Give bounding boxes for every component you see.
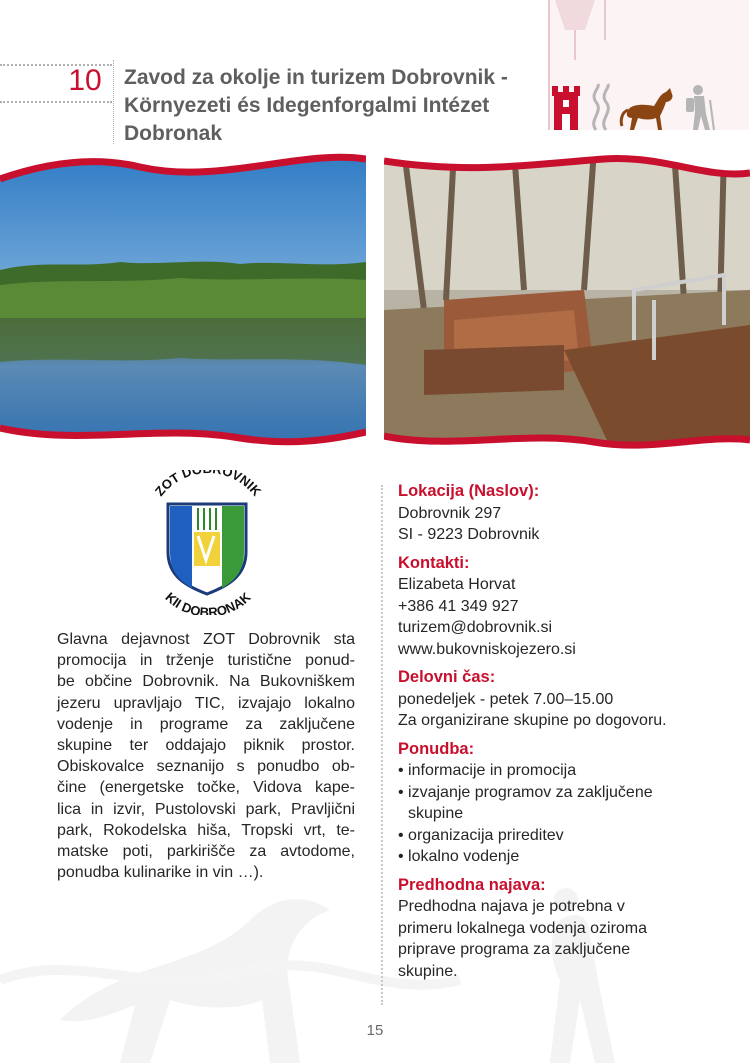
- offer-heading: Ponudba:: [398, 739, 475, 758]
- contact-phone[interactable]: +386 41 349 927: [398, 597, 519, 615]
- description-line: Obiskovalce seznanijo s ponudbo ob-: [57, 758, 355, 776]
- lake-photo: [0, 150, 366, 455]
- description-line: be občine Dobrovnik. Na Bukovniškem: [57, 673, 355, 691]
- hours-line: Za organizirane skupine po dogovoru.: [398, 712, 667, 729]
- spring-photo-bottom-wave: [384, 420, 750, 460]
- contacts-heading: Kontakti:: [398, 553, 470, 572]
- title-line-1: Zavod za okolje in turizem Dobrovnik -: [124, 66, 508, 89]
- description-line: vodenje in programe za zaključene: [57, 715, 355, 733]
- hiker-icon: [686, 85, 714, 130]
- offer-item: • lokalno vodenje: [398, 848, 520, 865]
- hours-heading: Delovni čas:: [398, 668, 496, 686]
- spring-photo-top-wave: [384, 145, 750, 185]
- logo-top-text: ZOT D OVNIK: [151, 470, 265, 499]
- address-line: Dobrovnik 297: [398, 504, 502, 522]
- booking-line: primeru lokalnega vodenja oziroma: [398, 919, 648, 937]
- svg-text:ZOT DOBROVNIK: [152, 470, 265, 499]
- description-line: ponudba kulinarike in vin …).: [57, 864, 264, 882]
- header-separator: [113, 60, 114, 156]
- description-line: Glavna dejavnost ZOT Dobrovnik sta: [57, 631, 355, 648]
- offer-item: • izvajanje programov za zaključene: [398, 783, 653, 801]
- info-column: [398, 481, 738, 982]
- offer-item: • informacije in promocija: [398, 762, 577, 779]
- page-number: 15: [366, 1022, 384, 1039]
- contact-website[interactable]: www.bukovniskojezero.si: [398, 640, 576, 658]
- lake-photo-top-wave: [0, 145, 366, 185]
- section-number: 10: [68, 64, 102, 97]
- booking-line: Predhodna najava je potrebna v: [398, 898, 625, 915]
- offer-item-continuation: skupine: [408, 805, 464, 822]
- horse-icon: [621, 88, 672, 130]
- tower-icon: [552, 86, 580, 130]
- zot-dobrovnik-logo: [140, 470, 275, 615]
- spring-photo: [384, 150, 750, 455]
- booking-line: skupine.: [398, 962, 458, 980]
- location-heading: Lokacija (Naslov):: [398, 482, 540, 500]
- header-dotted-line-bottom: [0, 101, 112, 103]
- contact-email[interactable]: turizem@dobrovnik.si: [398, 619, 553, 636]
- contact-name: Elizabeta Horvat: [398, 576, 516, 593]
- address-line: SI - 9223 Dobrovnik: [398, 526, 540, 543]
- page-title: [124, 64, 544, 148]
- column-separator: [381, 485, 383, 1005]
- offer-item: • organizacija prireditev: [398, 826, 564, 844]
- description-line: čine (energetske točke, Vidova kape-: [57, 779, 355, 797]
- spring-icon: [594, 84, 609, 130]
- category-icons: [548, 80, 748, 140]
- lake-photo-bottom-wave: [0, 418, 366, 460]
- booking-heading: Predhodna najava:: [398, 875, 546, 894]
- title-line-2: Környezeti és Idegenforgalmi Intézet: [124, 94, 490, 117]
- booking-line: priprave programa za zaključene: [398, 941, 631, 958]
- description-line: park, Rokodelska hiša, Tropski vrt, te-: [57, 821, 355, 839]
- description-line: promocija in trženje turistične ponud-: [57, 652, 355, 670]
- description-line: matske poti, parkirišče za avtodome,: [57, 843, 355, 861]
- title-line-3: Dobronak: [124, 122, 223, 145]
- description-line: lica in izvir, Pustolovski park, Pravljični: [57, 800, 355, 818]
- description-line: jezeru upravljajo TIC, izvajajo lokalno: [57, 694, 355, 712]
- logo-bottom-text: KII DOBRONAK: [162, 589, 254, 615]
- description-line: skupine ter oddajajo piknik prostor.: [57, 737, 355, 755]
- hours-line: ponedeljek - petek 7.00–15.00: [398, 690, 614, 708]
- description: [57, 629, 355, 883]
